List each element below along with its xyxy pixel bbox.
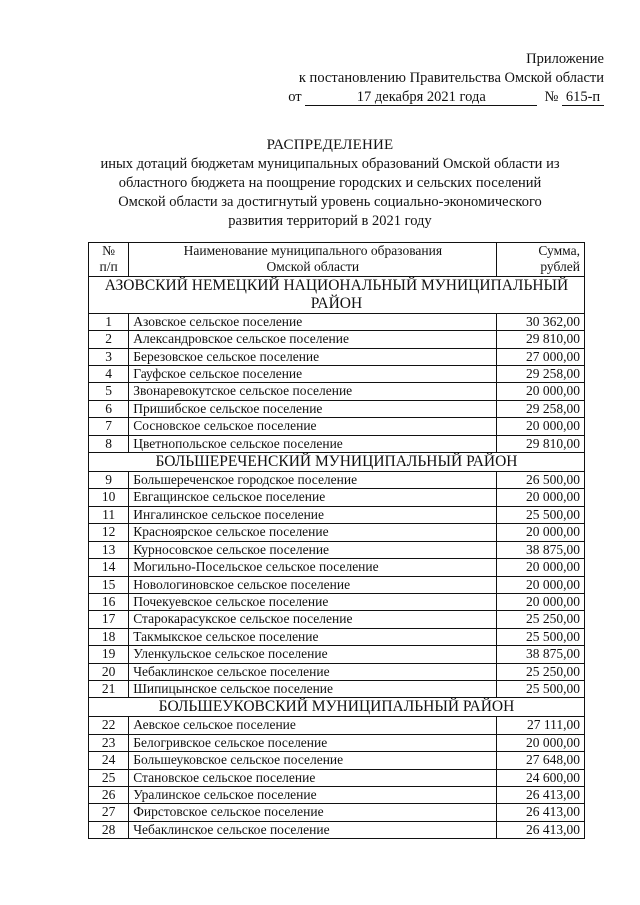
row-settlement-name: Старокарасукское сельское поселение bbox=[129, 611, 497, 628]
table-header bbox=[89, 243, 585, 277]
table-row bbox=[89, 559, 585, 576]
row-number: 24 bbox=[89, 752, 129, 769]
header-name-line-1: Наименование муниципального образования bbox=[183, 243, 443, 258]
row-settlement-name: Чебаклинское сельское поселение bbox=[129, 821, 497, 838]
table-row bbox=[89, 646, 585, 663]
table-row bbox=[89, 524, 585, 541]
row-settlement-name: Шипицынское сельское поселение bbox=[129, 680, 497, 697]
row-settlement-name: Становское сельское поселение bbox=[129, 769, 497, 786]
row-settlement-name: Могильно-Посельское сельское поселение bbox=[129, 559, 497, 576]
header-name bbox=[129, 243, 497, 277]
table-row bbox=[89, 663, 585, 680]
row-settlement-name: Березовское сельское поселение bbox=[129, 348, 497, 365]
row-settlement-name: Азовское сельское поселение bbox=[129, 313, 497, 330]
appendix-date-line bbox=[288, 88, 604, 107]
table-row bbox=[89, 313, 585, 330]
row-settlement-name: Звонаревокутское сельское поселение bbox=[129, 383, 497, 400]
row-settlement-name: Уралинское сельское поселение bbox=[129, 786, 497, 803]
row-sum: 25 250,00 bbox=[497, 611, 585, 628]
row-settlement-name: Евгащинское сельское поселение bbox=[129, 489, 497, 506]
row-settlement-name: Красноярское сельское поселение bbox=[129, 524, 497, 541]
row-number: 20 bbox=[89, 663, 129, 680]
table-row bbox=[89, 489, 585, 506]
row-settlement-name: Цветнопольское сельское поселение bbox=[129, 435, 497, 452]
row-number: 4 bbox=[89, 366, 129, 383]
row-number: 8 bbox=[89, 435, 129, 452]
district-row bbox=[89, 276, 585, 313]
header-number bbox=[89, 243, 129, 277]
title-line-4: развития территорий в 2021 году bbox=[228, 213, 432, 229]
row-sum: 26 500,00 bbox=[497, 472, 585, 489]
appendix-from-label: от bbox=[288, 89, 302, 105]
row-settlement-name: Ингалинское сельское поселение bbox=[129, 506, 497, 523]
appendix-number: 615-п bbox=[562, 89, 604, 106]
row-sum: 29 258,00 bbox=[497, 366, 585, 383]
row-settlement-name: Чебаклинское сельское поселение bbox=[129, 663, 497, 680]
title-line-3: Омской области за достигнутый уровень социально-экономического bbox=[118, 194, 542, 210]
row-number: 9 bbox=[89, 472, 129, 489]
row-sum: 30 362,00 bbox=[497, 313, 585, 330]
row-sum: 26 413,00 bbox=[497, 804, 585, 821]
row-sum: 20 000,00 bbox=[497, 559, 585, 576]
appendix-resolution: к постановлению Правительства Омской области bbox=[298, 70, 604, 86]
appendix-title: Приложение bbox=[526, 51, 604, 67]
row-sum: 27 648,00 bbox=[497, 752, 585, 769]
table-row bbox=[89, 611, 585, 628]
row-number: 6 bbox=[89, 400, 129, 417]
table-row bbox=[89, 821, 585, 838]
row-sum: 20 000,00 bbox=[497, 489, 585, 506]
row-number: 13 bbox=[89, 541, 129, 558]
row-sum: 29 810,00 bbox=[497, 435, 585, 452]
district-row bbox=[89, 698, 585, 717]
row-sum: 25 500,00 bbox=[497, 506, 585, 523]
row-sum: 24 600,00 bbox=[497, 769, 585, 786]
row-number: 15 bbox=[89, 576, 129, 593]
district-name: БОЛЬШЕУКОВСКИЙ МУНИЦИПАЛЬНЫЙ РАЙОН bbox=[89, 698, 585, 717]
table-row bbox=[89, 804, 585, 821]
row-sum: 26 413,00 bbox=[497, 821, 585, 838]
row-number: 17 bbox=[89, 611, 129, 628]
row-sum: 20 000,00 bbox=[497, 524, 585, 541]
row-sum: 25 500,00 bbox=[497, 628, 585, 645]
row-sum: 38 875,00 bbox=[497, 646, 585, 663]
table-row bbox=[89, 435, 585, 452]
table-row bbox=[89, 472, 585, 489]
row-sum: 20 000,00 bbox=[497, 383, 585, 400]
table-row bbox=[89, 752, 585, 769]
row-sum: 20 000,00 bbox=[497, 418, 585, 435]
table-row bbox=[89, 541, 585, 558]
row-settlement-name: Белогривское сельское поселение bbox=[129, 734, 497, 751]
row-settlement-name: Фирстовское сельское поселение bbox=[129, 804, 497, 821]
appendix-date: 17 декабря 2021 года bbox=[305, 89, 537, 106]
row-settlement-name: Такмыкское сельское поселение bbox=[129, 628, 497, 645]
row-sum: 29 258,00 bbox=[497, 400, 585, 417]
row-number: 1 bbox=[89, 313, 129, 330]
table-row bbox=[89, 680, 585, 697]
row-settlement-name: Большереченское городское поселение bbox=[129, 472, 497, 489]
table-row bbox=[89, 418, 585, 435]
table-row bbox=[89, 769, 585, 786]
district-name: БОЛЬШЕРЕЧЕНСКИЙ МУНИЦИПАЛЬНЫЙ РАЙОН bbox=[89, 453, 585, 472]
row-sum: 25 250,00 bbox=[497, 663, 585, 680]
row-sum: 20 000,00 bbox=[497, 576, 585, 593]
table-row bbox=[89, 593, 585, 610]
row-settlement-name: Большеуковское сельское поселение bbox=[129, 752, 497, 769]
row-number: 21 bbox=[89, 680, 129, 697]
row-number: 7 bbox=[89, 418, 129, 435]
document-title bbox=[80, 136, 580, 231]
row-number: 26 bbox=[89, 786, 129, 803]
table-row bbox=[89, 366, 585, 383]
district-row bbox=[89, 453, 585, 472]
row-number: 28 bbox=[89, 821, 129, 838]
row-number: 25 bbox=[89, 769, 129, 786]
row-number: 16 bbox=[89, 593, 129, 610]
row-number: 11 bbox=[89, 506, 129, 523]
table-row bbox=[89, 506, 585, 523]
row-number: 19 bbox=[89, 646, 129, 663]
appendix-number-label: № bbox=[544, 89, 559, 105]
row-settlement-name: Почекуевское сельское поселение bbox=[129, 593, 497, 610]
title-heading: РАСПРЕДЕЛЕНИЕ bbox=[266, 137, 394, 153]
row-number: 23 bbox=[89, 734, 129, 751]
row-number: 10 bbox=[89, 489, 129, 506]
row-settlement-name: Уленкульское сельское поселение bbox=[129, 646, 497, 663]
header-sum bbox=[497, 243, 585, 277]
header-number-line-1: № bbox=[102, 243, 116, 258]
distribution-table bbox=[88, 242, 585, 839]
row-number: 18 bbox=[89, 628, 129, 645]
row-number: 12 bbox=[89, 524, 129, 541]
row-sum: 27 111,00 bbox=[497, 717, 585, 734]
row-sum: 26 413,00 bbox=[497, 786, 585, 803]
row-sum: 20 000,00 bbox=[497, 734, 585, 751]
row-sum: 25 500,00 bbox=[497, 680, 585, 697]
row-number: 22 bbox=[89, 717, 129, 734]
table-row bbox=[89, 717, 585, 734]
row-settlement-name: Пришибское сельское поселение bbox=[129, 400, 497, 417]
row-number: 27 bbox=[89, 804, 129, 821]
row-number: 2 bbox=[89, 331, 129, 348]
row-sum: 27 000,00 bbox=[497, 348, 585, 365]
header-sum-line-1: Сумма, bbox=[538, 243, 580, 258]
row-settlement-name: Сосновское сельское поселение bbox=[129, 418, 497, 435]
table-row bbox=[89, 576, 585, 593]
header-sum-line-2: рублей bbox=[540, 259, 580, 275]
table-row bbox=[89, 348, 585, 365]
table-row bbox=[89, 628, 585, 645]
row-settlement-name: Новологиновское сельское поселение bbox=[129, 576, 497, 593]
row-sum: 20 000,00 bbox=[497, 593, 585, 610]
row-number: 3 bbox=[89, 348, 129, 365]
table-row bbox=[89, 331, 585, 348]
header-name-line-2: Омской области bbox=[266, 259, 360, 275]
table-row bbox=[89, 400, 585, 417]
table-row bbox=[89, 734, 585, 751]
table-body bbox=[89, 276, 585, 838]
header-number-line-2: п/п bbox=[99, 259, 118, 275]
district-name: АЗОВСКИЙ НЕМЕЦКИЙ НАЦИОНАЛЬНЫЙ МУНИЦИПАЛЬНЫЙ РАЙОН bbox=[89, 276, 585, 313]
table-row bbox=[89, 786, 585, 803]
table-row bbox=[89, 383, 585, 400]
row-settlement-name: Александровское сельское поселение bbox=[129, 331, 497, 348]
row-settlement-name: Гауфское сельское поселение bbox=[129, 366, 497, 383]
title-line-1: иных дотаций бюджетам муниципальных образований Омской области из bbox=[100, 156, 560, 172]
row-sum: 38 875,00 bbox=[497, 541, 585, 558]
row-settlement-name: Аевское сельское поселение bbox=[129, 717, 497, 734]
title-line-2: областного бюджета на поощрение городских и сельских поселений bbox=[118, 175, 542, 191]
row-sum: 29 810,00 bbox=[497, 331, 585, 348]
appendix-block bbox=[288, 50, 604, 107]
row-number: 5 bbox=[89, 383, 129, 400]
row-settlement-name: Курносовское сельское поселение bbox=[129, 541, 497, 558]
row-number: 14 bbox=[89, 559, 129, 576]
